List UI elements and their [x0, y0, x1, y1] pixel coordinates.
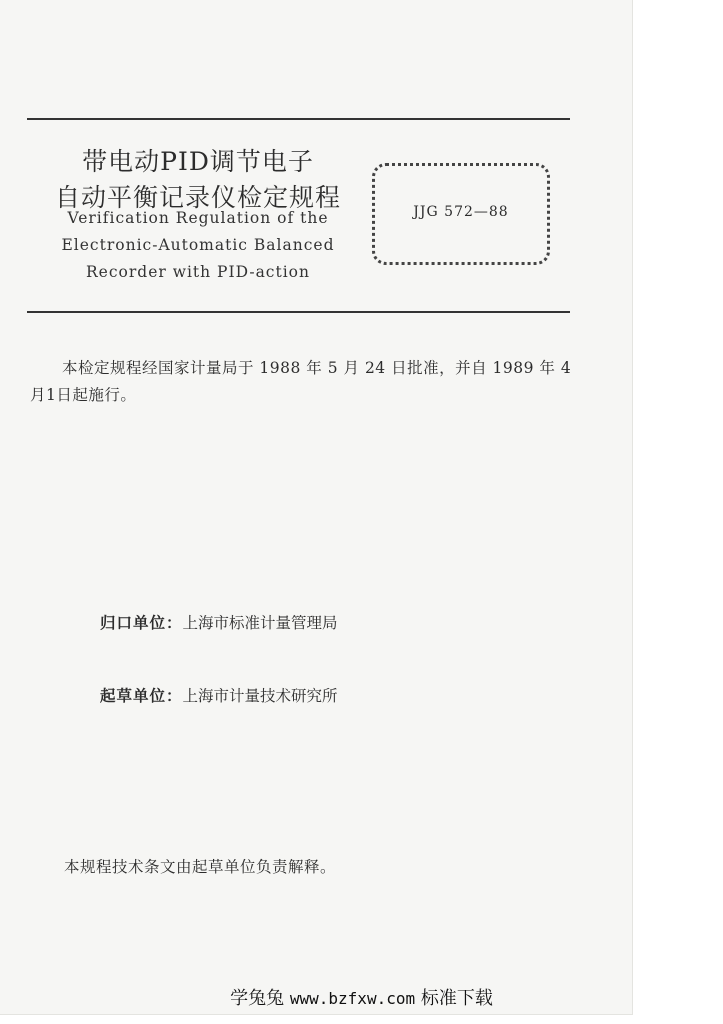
drafting-unit: [100, 684, 338, 706]
footer-prefix: 学兔兔: [230, 988, 285, 1009]
footer-suffix: 标准下载: [420, 988, 493, 1009]
approval-paragraph: 本检定规程经国家计量局于 1988 年 5 月 24 日批准，并自 1989 年 4月1日起施行。: [30, 359, 572, 404]
footer-url[interactable]: www.bzfxw.com: [289, 989, 416, 1008]
title-cn-line2: 自动平衡记录仪检定规程: [54, 183, 341, 212]
title-en-line2: Electronic-Automatic Balanced: [61, 236, 335, 254]
document-code: JJG 572—88: [413, 204, 509, 220]
title-cn-line1: 带电动PID调节电子: [82, 147, 314, 176]
drafting-unit-label: 起草单位：: [100, 687, 183, 705]
title-en-line1: Verification Regulation of the: [67, 209, 329, 227]
interpretation-note: 本规程技术条文由起草单位负责解释。: [64, 858, 337, 876]
title-en-line3: Recorder with PID-action: [86, 263, 310, 281]
drafting-unit-value: 上海市计量技术研究所: [182, 687, 338, 705]
responsible-unit-label: 归口单位：: [100, 614, 183, 632]
top-rule: [27, 118, 570, 120]
code-stamp-frame: [372, 163, 550, 265]
watermark-footer: [0, 984, 723, 1010]
responsible-unit: [100, 611, 338, 633]
bottom-rule: [27, 311, 570, 313]
responsible-unit-value: 上海市标准计量管理局: [182, 614, 338, 632]
